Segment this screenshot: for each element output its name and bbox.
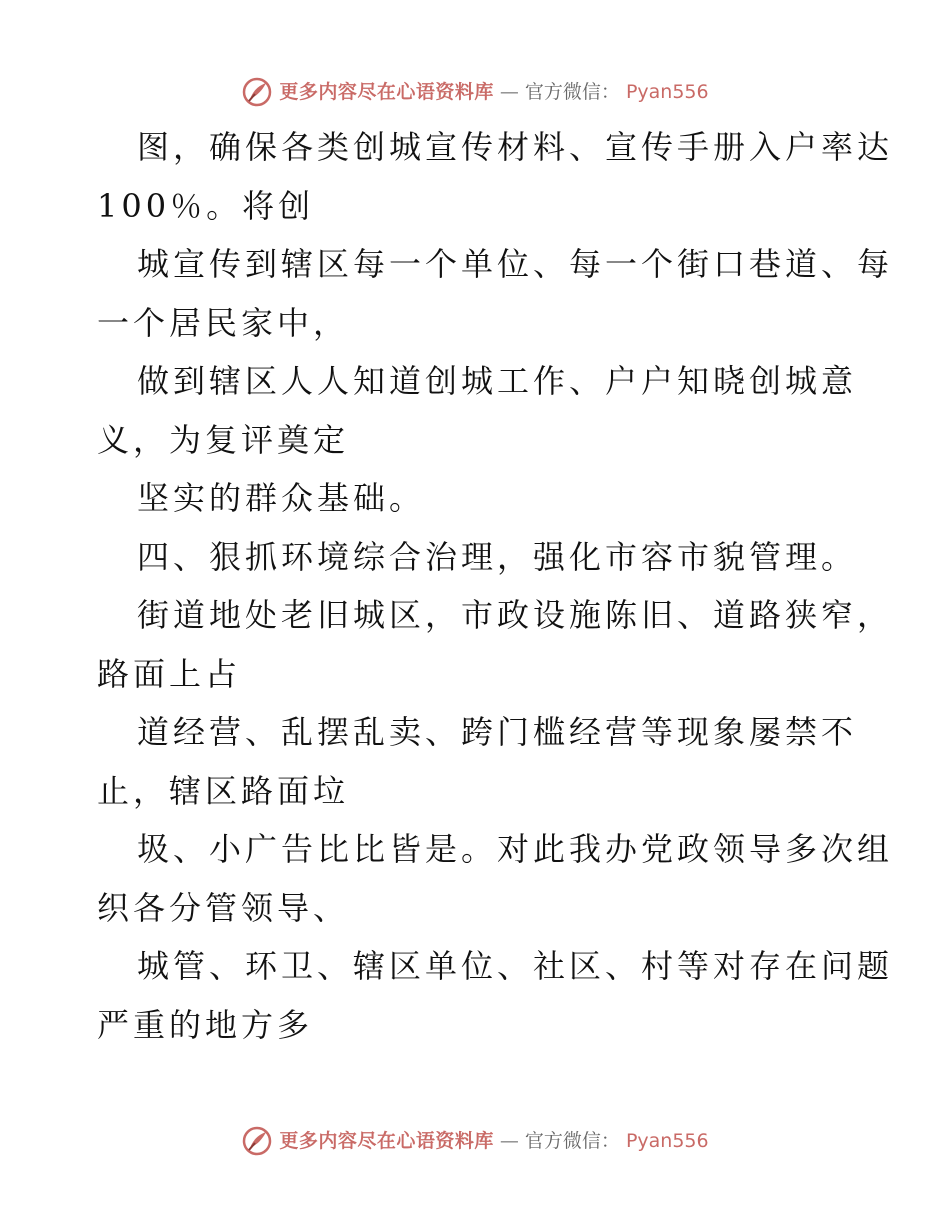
watermark-official-label: 官方微信： [524,81,620,103]
text-line: 四、狠抓环境综合治理，强化市容市貌管理。 [137,537,858,576]
text-line: 织各分管领导、 [97,888,350,927]
watermark-dash: — [499,1130,519,1152]
text-line: 做到辖区人人知道创城工作、户户知晓创城意 [137,362,858,400]
text-line: 图，确保各类创城宣传材料、宣传手册入户率达 [137,128,894,166]
text-line: 城宣传到辖区每一个单位、每一个街口巷道、每 [137,245,894,283]
header-watermark [0,76,950,108]
watermark-wechat-id: Pyan556 [625,1130,709,1152]
text-line: 一个居民家中， [97,303,350,342]
footer-watermark [0,1125,950,1157]
feather-logo-icon [241,1125,273,1157]
text-line: 城管、环卫、辖区单位、社区、村等对存在问题 [137,947,894,985]
text-line: 路面上占 [97,654,242,693]
watermark-wechat-id: Pyan556 [625,81,709,103]
text-line: 圾、小广告比比皆是。对此我办党政领导多次组 [137,830,894,868]
text-line: 100％。将创 [97,186,315,225]
document-body [97,118,894,1054]
text-line: 止，辖区路面垃 [97,771,350,810]
watermark-dash: — [499,81,519,103]
text-line: 义，为复评奠定 [97,420,350,459]
watermark-main-text: 更多内容尽在心语资料库 [279,81,494,103]
watermark-main-text: 更多内容尽在心语资料库 [279,1130,494,1152]
watermark-official-label: 官方微信： [524,1130,620,1152]
text-line: 街道地处老旧城区，市政设施陈旧、道路狭窄， [137,596,894,634]
text-line: 严重的地方多 [97,1005,314,1044]
text-line: 坚实的群众基础。 [137,479,426,517]
text-line: 道经营、乱摆乱卖、跨门槛经营等现象屡禁不 [137,713,858,751]
feather-logo-icon [241,76,273,108]
